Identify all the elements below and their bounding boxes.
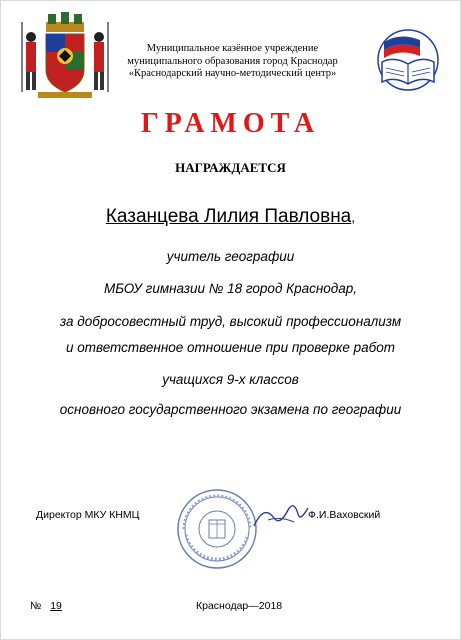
recipient bbox=[0, 206, 461, 228]
number-prefix: № bbox=[30, 600, 42, 612]
certificate-title: ГРАМОТА bbox=[140, 108, 321, 139]
body-line-merit: за добросовестный труд, высокий профессионализм bbox=[59, 314, 402, 329]
body-line-school: МБОУ гимназии № 18 город Краснодар, bbox=[103, 281, 358, 296]
recipient-name: Казанцева Лилия Павловна bbox=[105, 206, 352, 227]
director-signature-icon bbox=[250, 496, 310, 536]
awarded-label: НАГРАЖДАЕТСЯ bbox=[175, 160, 286, 175]
open-book-flag-logo-icon bbox=[370, 28, 446, 92]
org-line-3: «Краснодарский научно-методический центр» bbox=[128, 68, 337, 79]
certificate-number bbox=[30, 600, 68, 612]
body-line-exam: основного государственного экзамена по географии bbox=[59, 402, 402, 417]
org-line-1: Муниципальное казённое учреждение bbox=[146, 43, 319, 54]
org-line-2: муниципального образования город Краснодар bbox=[127, 55, 338, 67]
body-line-students: учащихся 9-х классов bbox=[162, 372, 299, 387]
director-position: Директор МКУ КНМЦ bbox=[36, 509, 140, 521]
number-value: 19 bbox=[50, 600, 62, 612]
recipient-comma: , bbox=[351, 209, 356, 225]
body-line-responsibility: и ответственное отношение при проверке работ bbox=[65, 340, 396, 355]
round-seal-stamp-icon bbox=[176, 488, 258, 570]
body-line-position: учитель географии bbox=[166, 249, 295, 264]
coat-of-arms-icon bbox=[16, 12, 114, 100]
organization-header bbox=[110, 43, 355, 81]
director-name: Ф.И.Ваховский bbox=[308, 509, 381, 521]
place-date: Краснодар—2018 bbox=[196, 600, 283, 612]
